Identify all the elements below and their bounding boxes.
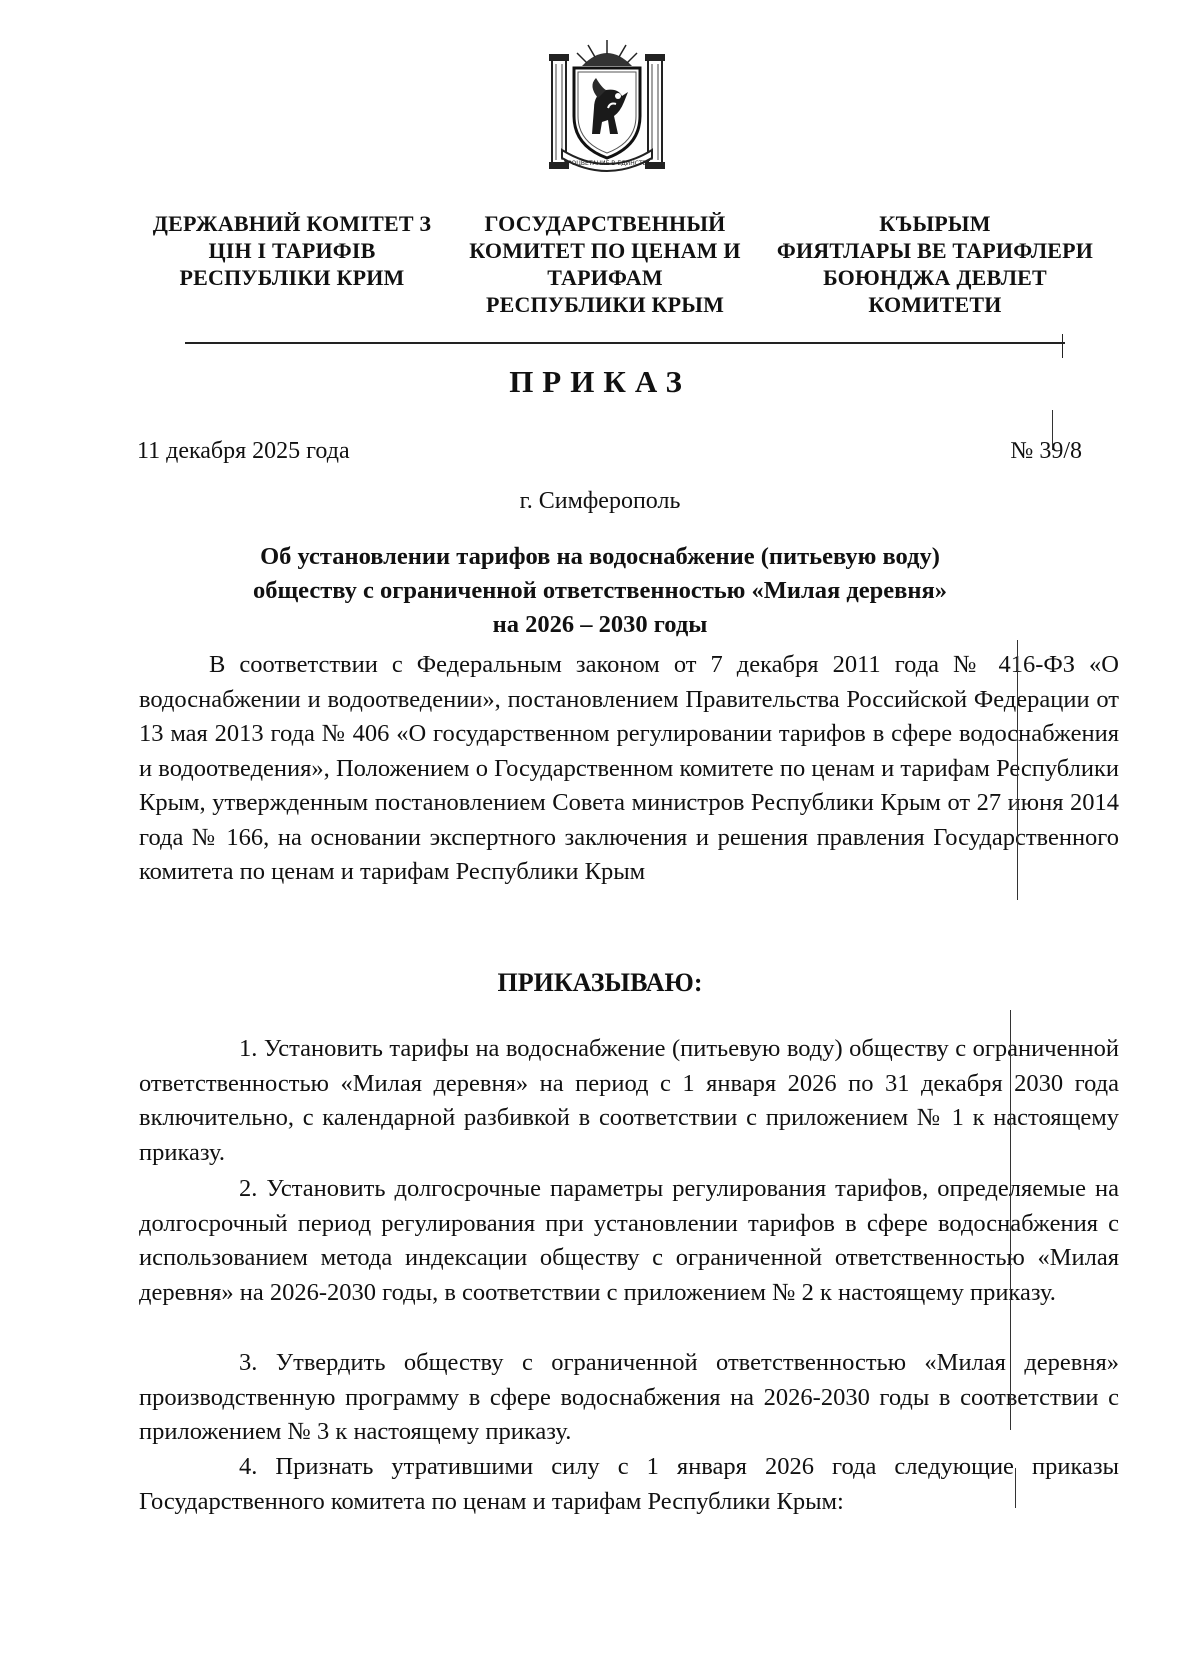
order-item-2: 2. Установить долгосрочные параметры регулирования тарифов, определяемые на долгосрочный период регулирования при установлении тарифов в сфере водоснабжения с использованием метода индексации обществу с ограниченной ответственностью «Милая деревня» на 2026-2030 годы, в соответствии с приложением № 2 к настоящему приказу.	[139, 1175, 1119, 1306]
org-ru-line-1: ГОСУДАРСТВЕННЫЙ	[484, 211, 726, 236]
heading-line-2: обществу с ограниченной ответственностью «Милая деревня»	[252, 577, 948, 604]
org-ru-line-2: КОМИТЕТ ПО ЦЕНАМ И	[469, 238, 741, 263]
org-ua-line-3: РЕСПУБЛІКИ КРИМ	[179, 265, 405, 290]
scan-artifact-line-4	[1052, 410, 1053, 450]
org-name-russian	[455, 210, 755, 318]
org-cr-line-3: БОЮНДЖА ДЕВЛЕТ	[823, 265, 1047, 290]
org-cr-line-2: ФИЯТЛАРЫ ВЕ ТАРИФЛЕРИ	[776, 238, 1094, 263]
document-heading	[140, 540, 1060, 642]
scan-artifact-line-3	[1015, 1468, 1016, 1508]
scan-artifact-line-1	[1017, 640, 1018, 900]
document-city: г. Симферополь	[519, 488, 681, 514]
org-cr-line-1: КЪЫРЫМ	[879, 211, 991, 236]
heading-line-3: на 2026 – 2030 годы	[492, 611, 708, 638]
orders-heading: ПРИКАЗЫВАЮ:	[497, 968, 703, 997]
order-item-4: 4. Признать утратившими силу с 1 января 2026 года следующие приказы Государственного комитета по ценам и тарифам Республики Крым:	[139, 1453, 1119, 1515]
header-divider-tick	[1062, 334, 1063, 358]
org-name-ukrainian	[142, 210, 442, 291]
document-title: ПРИКАЗ	[509, 364, 691, 399]
org-ua-line-1: ДЕРЖАВНИЙ КОМІТЕТ З	[152, 211, 432, 236]
coat-of-arms-icon	[548, 38, 666, 174]
org-ua-line-2: ЦІН І ТАРИФІВ	[208, 238, 376, 263]
org-cr-line-4: КОМИТЕТИ	[868, 292, 1002, 317]
document-date: 11 декабря 2025 года	[137, 438, 350, 464]
org-name-crimean-tatar	[775, 210, 1095, 318]
document-number: № 39/8	[1010, 438, 1082, 464]
org-ru-line-3: ТАРИФАМ	[547, 265, 663, 290]
org-ru-line-4: РЕСПУБЛИКИ КРЫМ	[485, 292, 725, 317]
order-item-3: 3. Утвердить обществу с ограниченной ответственностью «Милая деревня» производственную программу в сфере водоснабжения на 2026-2030 годы в соответствии с приложением № 3 к настоящему приказу.	[139, 1349, 1119, 1445]
header-divider	[185, 342, 1065, 344]
order-item-1: 1. Установить тарифы на водоснабжение (питьевую воду) обществу с ограниченной ответственностью «Милая деревня» на период с 1 января 2026 по 31 декабря 2030 года включительно, с календарной разбивкой в соответствии с приложением № 1 к настоящему приказу.	[139, 1035, 1119, 1166]
preamble-paragraph: В соответствии с Федеральным законом от 7 декабря 2011 года № 416-ФЗ «О водоснабжении и водоотведении», постановлением Правительства Российской Федерации от 13 мая 2013 года № 406 «О государственном регулировании тарифов в сфере водоснабжения и водоотведения», Положением о Государственном комитете по ценам и тарифам Республики Крым, утвержденным постановлением Совета министров Республики Крым от 27 июня 2014 года № 166, на основании экспертного заключения и решения правления Государственного комитета по ценам и тарифам Республики Крым	[139, 651, 1119, 885]
scan-artifact-line-2	[1010, 1010, 1011, 1430]
svg-text:ПРОЦВЕТАНИЕ В ЕДИНСТВЕ: ПРОЦВЕТАНИЕ В ЕДИНСТВЕ	[563, 160, 651, 167]
heading-line-1: Об установлении тарифов на водоснабжение (питьевую воду)	[260, 543, 940, 570]
